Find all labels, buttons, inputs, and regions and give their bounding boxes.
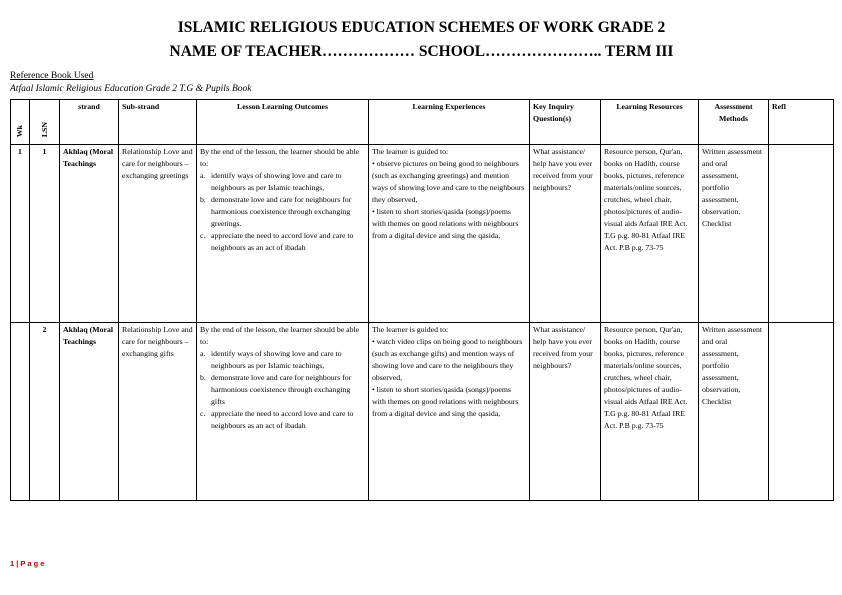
col-header-sub-strand: Sub-strand (119, 100, 197, 145)
outcome-item (200, 194, 365, 230)
outcome-item (200, 408, 365, 432)
cell-key-inquiry: What assistance/ help have you ever received from your neighbours? (530, 145, 601, 323)
cell-reflection (769, 323, 834, 501)
cell-learning-resources: Resource person, Qur'an, books on Hadith, course books, pictures, reference materials/online sources, crutches, wheel chair, photos/pictures of audio-visual aids Atfaal IRE Act. T.G p.g. 80-81 Atfaal IRE Act. P.B p.g. 73-75 (601, 323, 699, 501)
table-row-lesson-2 (11, 323, 834, 501)
cell-strand: Akhlaq (Moral Teachings (60, 145, 119, 323)
outcomes-intro: By the end of the lesson, the learner should be able to: (200, 325, 360, 346)
col-header-experiences: Learning Experiences (369, 100, 530, 145)
outcome-item (200, 372, 365, 408)
outcome-item-text: identify ways of showing love and care to neighbours as per Islamic teachings, (211, 171, 342, 192)
cell-sub-strand: Relationship Love and care for neighbours – exchanging gifts (119, 323, 197, 501)
cell-lesson: 1 (30, 145, 60, 323)
col-header-lesson (30, 100, 60, 145)
outcome-item-label: c. (200, 409, 206, 418)
cell-assessment-methods: Written assessment and oral assessment, portfolio assessment, observation, Checklist (699, 323, 769, 501)
col-header-resources: Learning Resources (601, 100, 699, 145)
table-header-row (11, 100, 834, 145)
outcome-item-text: appreciate the need to accord love and care to neighbours as an act of ibadah (211, 231, 354, 252)
week-header-label: Wk (15, 124, 24, 137)
outcome-item-label: b. (200, 373, 206, 382)
document-title-line2: NAME OF TEACHER……………… SCHOOL………………….. TERM III (169, 43, 674, 60)
experience-item: • watch video clips on being good to neighbours (such as exchange gifts) and mention ways of showing love and care to the neighbours they observed, (372, 337, 523, 382)
outcome-item-label: a. (200, 171, 206, 180)
cell-sub-strand: Relationship Love and care for neighbours – exchanging greetings (119, 145, 197, 323)
cell-learning-outcomes (197, 145, 369, 323)
cell-learning-experiences (369, 145, 530, 323)
experience-item: • observe pictures on being good to neighbours (such as exchanging greetings) and mention ways of showing love and care to the neighbours they observed, (372, 159, 525, 204)
reference-book-label: Reference Book Used (10, 71, 94, 81)
cell-learning-experiences (369, 323, 530, 501)
col-header-outcomes: Lesson Learning Outcomes (197, 100, 369, 145)
cell-lesson: 2 (30, 323, 60, 501)
outcome-item-label: c. (200, 231, 206, 240)
experiences-intro: The learner is guided to: (372, 147, 449, 156)
outcomes-intro: By the end of the lesson, the learner should be able to: (200, 147, 360, 168)
col-header-strand: strand (60, 100, 119, 145)
cell-key-inquiry: What assistance/ help have you ever received from your neighbours? (530, 323, 601, 501)
cell-reflection (769, 145, 834, 323)
experience-item: • listen to short stories/qasida (songs)/poems with themes on good relations with neighbours from a digital device and sing the qasida, (372, 385, 519, 418)
col-header-reflection: Refl (769, 100, 834, 145)
outcome-item (200, 170, 365, 194)
page-number-footer: 1 | P a g e (10, 559, 45, 568)
col-header-key-inquiry: Key Inquiry Question(s) (530, 100, 601, 145)
reference-book-title: Atfaal Islamic Religious Education Grade 2 T.G & Pupils Book (10, 84, 252, 94)
outcome-item-text: identify ways of showing love and care to neighbours as per Islamic teachings, (211, 349, 342, 370)
outcome-item-text: appreciate the need to accord love and care to neighbours as an act of ibadah (211, 409, 354, 430)
outcome-item-label: a. (200, 349, 206, 358)
cell-strand: Akhlaq (Moral Teachings (60, 323, 119, 501)
outcome-item (200, 230, 365, 254)
experience-item: • listen to short stories/qasida (songs)/poems with themes on good relations with neighbours from a digital device and sing the qasida, (372, 207, 519, 240)
cell-learning-outcomes (197, 323, 369, 501)
col-header-assessment: Assessment Methods (699, 100, 769, 145)
schemes-of-work-table (10, 99, 834, 501)
cell-week: 1 (11, 145, 30, 323)
experiences-intro: The learner is guided to: (372, 325, 449, 334)
table-row-lesson-1 (11, 145, 834, 323)
cell-learning-resources: Resource person, Qur'an, books on Hadith, course books, pictures, reference materials/online sources, crutches, wheel chair, photos/pictures of audio-visual aids Atfaal IRE Act. T.G p.g. 80-81 Atfaal IRE Act. P.B p.g. 73-75 (601, 145, 699, 323)
outcome-item-text: demonstrate love and care for neighbours for harmonious coexistence through exchanging gifts (211, 373, 352, 406)
cell-week (11, 323, 30, 501)
outcome-item (200, 348, 365, 372)
outcome-item-text: demonstrate love and care for neighbours for harmonious coexistence through exchanging greetings. (211, 195, 352, 228)
lesson-header-label: LSN (39, 121, 49, 137)
outcome-item-label: b. (200, 195, 206, 204)
cell-assessment-methods: Written assessment and oral assessment, portfolio assessment, observation, Checklist (699, 145, 769, 323)
col-header-week (11, 100, 30, 145)
document-title-line1: ISLAMIC RELIGIOUS EDUCATION SCHEMES OF WORK GRADE 2 (177, 19, 666, 36)
